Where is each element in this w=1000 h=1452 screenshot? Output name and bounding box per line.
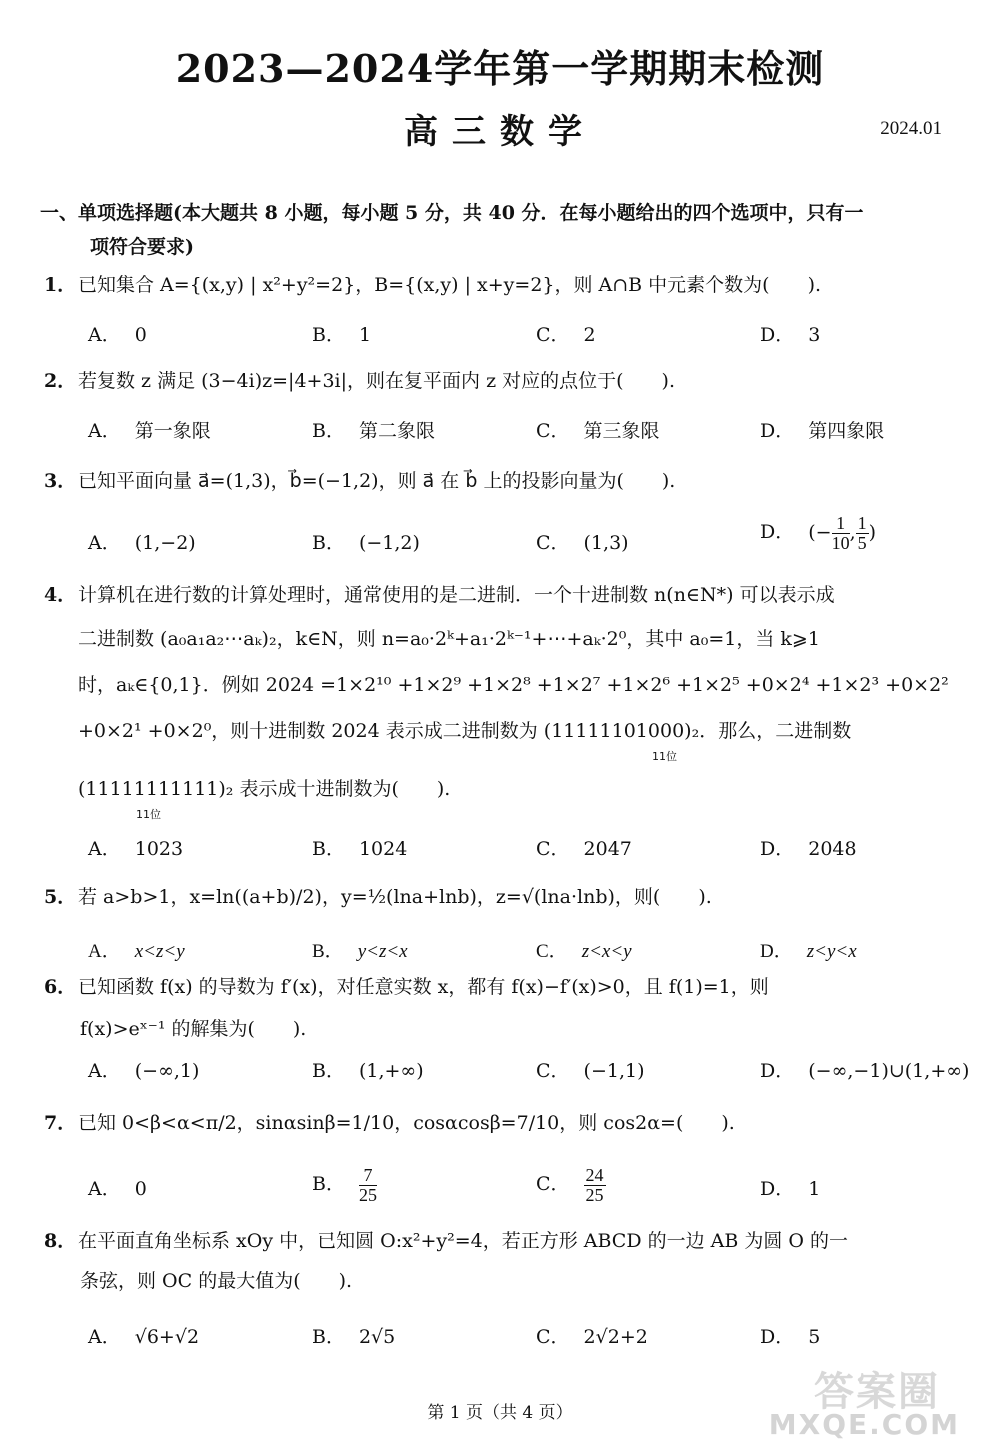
option-a[interactable]: A． (1,−2) bbox=[88, 532, 196, 554]
exam-date: 2024.01 bbox=[880, 118, 942, 139]
option-d[interactable]: D． 5 bbox=[760, 1326, 821, 1348]
question-number: 6． bbox=[44, 976, 77, 998]
option-a[interactable]: A． x<z<y bbox=[88, 941, 185, 962]
option-b[interactable]: B． 1 bbox=[312, 324, 372, 346]
option-d[interactable]: D． (−∞,−1)∪(1,+∞) bbox=[760, 1060, 970, 1082]
watermark-bottom: MXQE.COM bbox=[768, 1408, 960, 1441]
option-c[interactable]: C． (1,3) bbox=[536, 532, 629, 554]
section-heading-line1: 一、单项选择题(本大题共 8 小题，每小题 5 分，共 40 分．在每小题给出的四个选项中，只有一 bbox=[40, 202, 864, 224]
option-a[interactable]: A． (−∞,1) bbox=[88, 1060, 200, 1082]
question-4-line5: (11111111111)₂ 表示成十进制数为( ). bbox=[78, 778, 451, 800]
question-text: 若复数 z 满足 (3−4i)z=|4+3i|，则在复平面内 z 对应的点位于( ). bbox=[78, 370, 675, 392]
question-text: 已知平面向量 a⃗=(1,3)，b⃗=(−1,2)，则 a⃗ 在 b⃗ 上的投影向量为( ). bbox=[78, 470, 676, 492]
question-8 bbox=[44, 1226, 960, 1256]
question-4-line4: +0×2¹ +0×2⁰，则十进制数 2024 表示成二进制数为 (11111101000)₂．那么，二进制数 bbox=[78, 720, 852, 742]
option-b[interactable]: B． (−1,2) bbox=[312, 532, 420, 554]
option-a[interactable]: A． 0 bbox=[88, 1178, 147, 1200]
options-1 bbox=[88, 320, 968, 352]
option-d[interactable]: D． 第四象限 bbox=[760, 420, 885, 442]
option-d[interactable]: D． z<y<x bbox=[760, 941, 857, 962]
option-c[interactable]: C． 2√2+2 bbox=[536, 1326, 648, 1348]
options-4 bbox=[88, 834, 968, 866]
watermark-top: 答案圈 bbox=[814, 1369, 940, 1415]
question-text: 已知 0<β<α<π/2，sinαsinβ=1/10，cosαcosβ=7/10，则 cos2α=( ). bbox=[78, 1112, 735, 1134]
option-b[interactable]: B． 第二象限 bbox=[312, 420, 435, 442]
option-b[interactable]: B． 2√5 bbox=[312, 1326, 396, 1348]
option-b[interactable]: B． 1024 bbox=[312, 838, 408, 860]
question-number: 8． bbox=[44, 1230, 77, 1252]
option-b[interactable]: B． (1,+∞) bbox=[312, 1060, 424, 1082]
underbrace-label: 11位 bbox=[652, 750, 677, 763]
option-b[interactable]: B． y<z<x bbox=[312, 941, 408, 962]
question-3 bbox=[44, 466, 960, 496]
question-5 bbox=[44, 882, 960, 912]
option-a[interactable]: A． 0 bbox=[88, 324, 147, 346]
question-number: 3． bbox=[44, 470, 77, 492]
question-7 bbox=[44, 1108, 960, 1138]
question-text-line1: 计算机在进行数的计算处理时，通常使用的是二进制．一个十进制数 n(n∈N*) 可以表示成 bbox=[78, 584, 835, 606]
option-c[interactable]: C． (−1,1) bbox=[536, 1060, 645, 1082]
question-6 bbox=[44, 972, 960, 1002]
fraction: $\frac{24}{25}$ bbox=[585, 1165, 604, 1205]
option-c[interactable]: C． $\frac{24}{25}$ bbox=[536, 1165, 604, 1205]
question-text-line1: 已知函数 f(x) 的导数为 f′(x)，对任意实数 x，都有 f(x)−f′(x)>0，且 f(1)=1，则 bbox=[78, 976, 769, 998]
question-4-line2: 二进制数 (a₀a₁a₂⋯aₖ)₂，k∈N，则 n=a₀·2ᵏ+a₁·2ᵏ⁻¹+⋯+aₖ·2⁰，其中 a₀=1，当 k⩾1 bbox=[78, 628, 820, 650]
fraction: $\frac{7}{25}$ bbox=[358, 1165, 377, 1205]
question-text-line1: 在平面直角坐标系 xOy 中，已知圆 O:x²+y²=4，若正方形 ABCD 的一边 AB 为圆 O 的一 bbox=[78, 1230, 849, 1252]
page-footer: 第 1 页（共 4 页） bbox=[427, 1403, 573, 1423]
question-text: 若 a>b>1，x=ln((a+b)/2)，y=½(lna+lnb)，z=√(lna·lnb)，则( ). bbox=[78, 886, 712, 908]
option-c[interactable]: C． 2047 bbox=[536, 838, 632, 860]
options-8 bbox=[88, 1322, 968, 1354]
option-b[interactable]: B． $\frac{7}{25}$ bbox=[312, 1165, 377, 1205]
option-a[interactable]: A． 1023 bbox=[88, 838, 184, 860]
options-3 bbox=[88, 513, 968, 560]
question-1 bbox=[44, 270, 960, 300]
underbrace-label: 11位 bbox=[136, 808, 161, 821]
options-6 bbox=[88, 1056, 968, 1088]
question-number: 7． bbox=[44, 1112, 77, 1134]
fraction: $\frac{1}{10}$ bbox=[831, 513, 850, 553]
question-number: 2． bbox=[44, 370, 77, 392]
fraction: $\frac{1}{5}$ bbox=[857, 513, 867, 553]
options-2 bbox=[88, 416, 968, 448]
question-number: 1． bbox=[44, 274, 77, 296]
options-5 bbox=[88, 936, 968, 968]
option-d[interactable]: D． 3 bbox=[760, 324, 821, 346]
question-6-line2: f(x)>eˣ⁻¹ 的解集为( ). bbox=[80, 1018, 307, 1040]
question-2 bbox=[44, 366, 960, 396]
option-d[interactable]: D． 1 bbox=[760, 1178, 821, 1200]
question-number: 5． bbox=[44, 886, 77, 908]
question-4 bbox=[44, 580, 960, 610]
option-c[interactable]: C． 2 bbox=[536, 324, 596, 346]
question-number: 4． bbox=[44, 584, 77, 606]
page-title: 2023—2024学年第一学期期末检测 bbox=[175, 46, 825, 91]
question-text: 已知集合 A={(x,y) | x²+y²=2}，B={(x,y) | x+y=2}，则 A∩B 中元素个数为( ). bbox=[78, 274, 822, 296]
section-heading-line2: 项符合要求) bbox=[90, 236, 194, 258]
question-4-line3: 时，aₖ∈{0,1}．例如 2024 =1×2¹⁰ +1×2⁹ +1×2⁸ +1×2⁷ +1×2⁶ +1×2⁵ +0×2⁴ +1×2³ +0×2² bbox=[78, 674, 949, 696]
option-a[interactable]: A． 第一象限 bbox=[88, 420, 211, 442]
options-7 bbox=[88, 1165, 968, 1205]
option-a[interactable]: A． √6+√2 bbox=[88, 1326, 200, 1348]
option-c[interactable]: C． z<x<y bbox=[536, 941, 632, 962]
option-d[interactable]: D． 2048 bbox=[760, 838, 857, 860]
page-subtitle: 高三数学 bbox=[404, 112, 596, 152]
watermark-logo bbox=[770, 1360, 970, 1450]
section-heading bbox=[40, 196, 960, 264]
question-8-line2: 条弦，则 OC 的最大值为( ). bbox=[80, 1270, 353, 1292]
option-d[interactable]: D． (− $\frac{1}{10}$ , $\frac{1}{5}$ ) bbox=[760, 513, 877, 553]
option-c[interactable]: C． 第三象限 bbox=[536, 420, 660, 442]
